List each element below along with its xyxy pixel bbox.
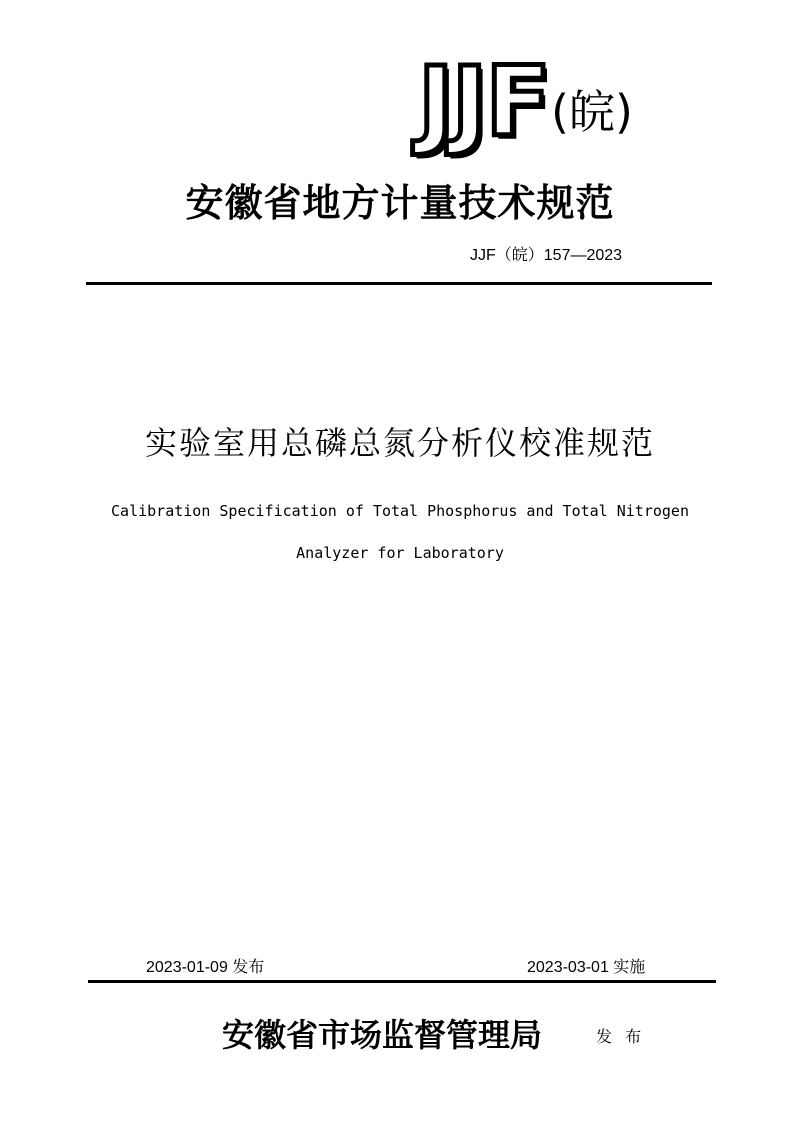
- issue-date: 2023-01-09 发布: [146, 959, 265, 976]
- bottom-divider: [88, 980, 716, 983]
- logo-letters: JJF: [418, 46, 550, 158]
- standard-code: JJF（皖）157—2023: [470, 247, 623, 264]
- top-divider: [86, 282, 712, 285]
- issuing-label: 发 布: [596, 1027, 646, 1046]
- issuing-authority: 安徽省市场监督管理局: [222, 1016, 543, 1054]
- logo-region-suffix: (皖): [551, 85, 633, 139]
- document-title-zh: 实验室用总磷总氮分析仪校准规范: [144, 424, 655, 462]
- jjf-logo: [418, 46, 633, 158]
- standard-category: 安徽省地方计量技术规范: [185, 180, 615, 225]
- document-title-en-line1: Calibration Specification of Total Phosphorus and Total Nitrogen: [111, 502, 689, 520]
- document-title-en-line2: Analyzer for Laboratory: [296, 544, 504, 562]
- implementation-date: 2023-03-01 实施: [527, 959, 646, 976]
